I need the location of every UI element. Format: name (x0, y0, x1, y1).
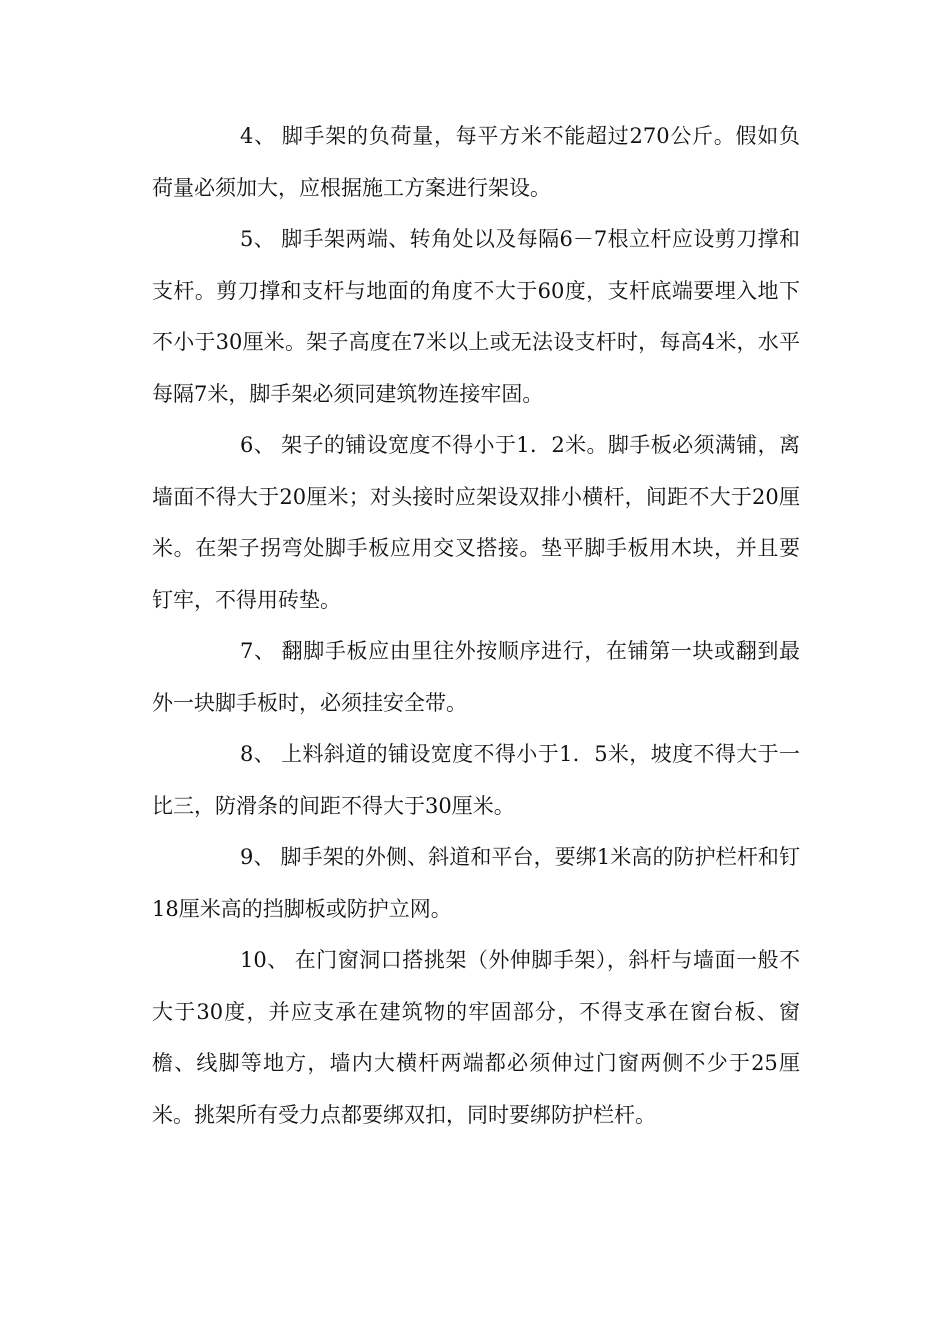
paragraph-number: 7、 (240, 639, 276, 663)
paragraph-number: 10、 (240, 948, 289, 972)
paragraph-9 (152, 832, 800, 935)
paragraph-number: 5、 (240, 227, 276, 251)
paragraph-8 (152, 729, 800, 832)
paragraph-number: 6、 (240, 433, 276, 457)
paragraph-7 (152, 626, 800, 729)
paragraph-text: 架子的铺设宽度不得小于1．2米。脚手板必须满铺，离墙面不得大于20厘米；对头接时应架设双排小横杆，间距不大于20厘米。在架子拐弯处脚手板应用交叉搭接。垫平脚手板用木块，并且要钉牢，不得用砖垫。 (152, 433, 800, 612)
paragraph-text: 脚手架两端、转角处以及每隔6－7根立杆应设剪刀撑和支杆。剪刀撑和支杆与地面的角度不大于60度，支杆底端要埋入地下不小于30厘米。架子高度在7米以上或无法设支杆时，每高4米，水平每隔7米，脚手架必须同建筑物连接牢固。 (152, 227, 800, 406)
paragraph-5 (152, 214, 800, 420)
paragraph-6 (152, 420, 800, 626)
paragraph-10 (152, 935, 800, 1141)
paragraph-number: 8、 (240, 742, 276, 766)
paragraph-text: 上料斜道的铺设宽度不得小于1．5米，坡度不得大于一比三，防滑条的间距不得大于30厘米。 (152, 742, 800, 818)
paragraph-text: 在门窗洞口搭挑架（外伸脚手架），斜杆与墙面一般不大于30度，并应支承在建筑物的牢固部分，不得支承在窗台板、窗檐、线脚等地方，墙内大横杆两端都必须伸过门窗两侧不少于25厘米。挑架所有受力点都要绑双扣，同时要绑防护栏杆。 (152, 948, 800, 1127)
paragraph-text: 脚手架的外侧、斜道和平台，要绑1米高的防护栏杆和钉18厘米高的挡脚板或防护立网。 (152, 845, 800, 921)
paragraph-number: 9、 (240, 845, 275, 869)
paragraph-number: 4、 (240, 124, 276, 148)
paragraph-text: 脚手架的负荷量，每平方米不能超过270公斤。假如负荷量必须加大，应根据施工方案进行架设。 (152, 124, 800, 200)
paragraph-4 (152, 111, 800, 214)
paragraph-text: 翻脚手板应由里往外按顺序进行，在铺第一块或翻到最外一块脚手板时，必须挂安全带。 (152, 639, 800, 715)
document-body (152, 111, 800, 1141)
